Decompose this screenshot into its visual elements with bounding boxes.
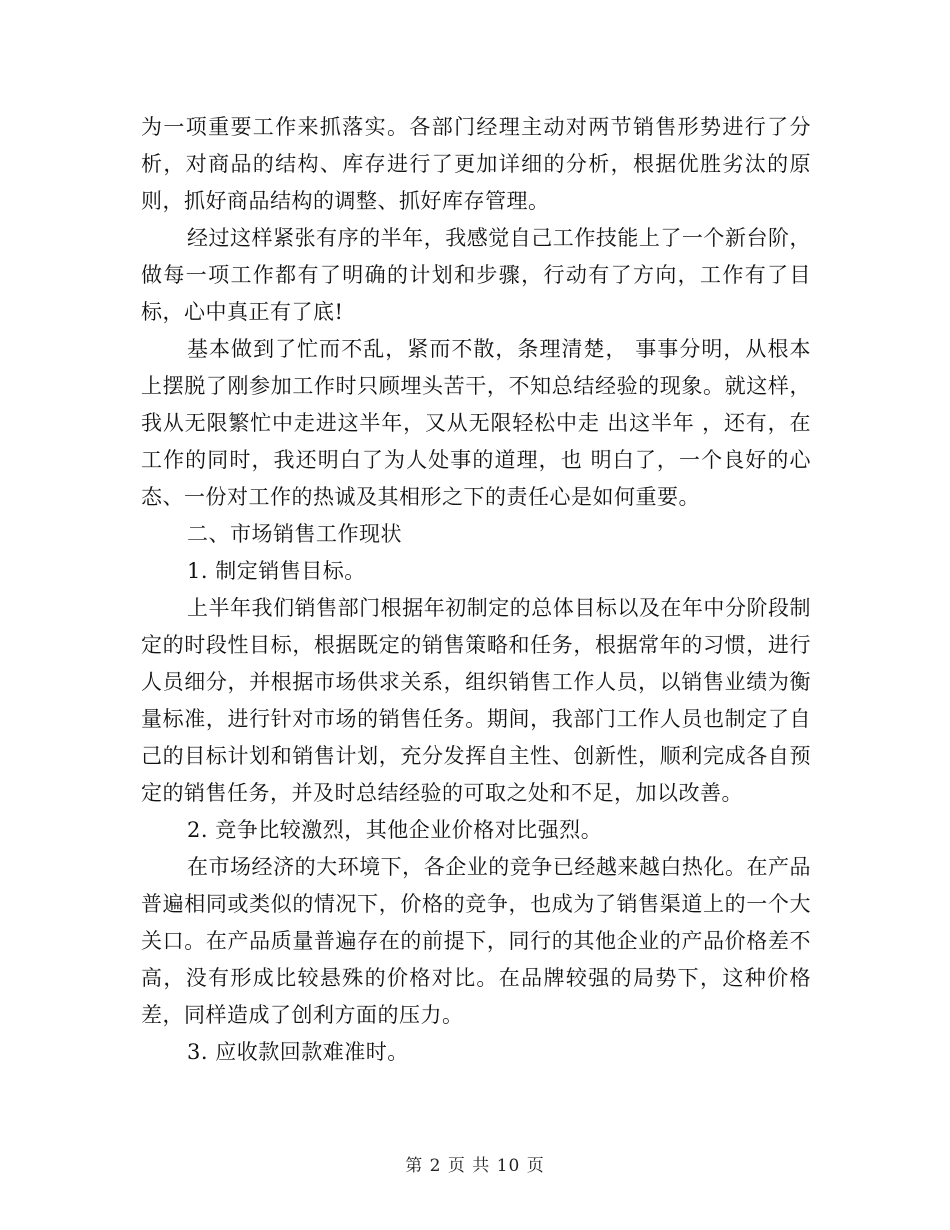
paragraph-continuation: 为一项重要工作来抓落实。各部门经理主动对两节销售形势进行了分析，对商品的结构、库存进行了更加详细的分析，根据优胜劣汰的原则，抓好商品结构的调整、抓好库存管理。	[141, 115, 811, 213]
section-heading-market-status: 二、市场销售工作现状	[187, 522, 402, 546]
item-heading-competition: 2. 竞争比较激烈，其他企业价格对比强烈。	[187, 818, 603, 842]
paragraph-reflection: 基本做到了忙而不乱，紧而不散，条理清楚， 事事分明，从根本上摆脱了刚参加工作时只顾埋头苦干，不知总结经验的现象。就这样，我从无限繁忙中走进这半年，又从无限轻松中走 出这半年 ，还有，在工作的同时，我还明白了为人处事的道理，也 明白了，一个良好的心态、一份对工作的热诚及其相形之下的责任心是如何重要。	[141, 337, 811, 509]
paragraph-sales-target: 上半年我们销售部门根据年初制定的总体目标以及在年中分阶段制定的时段性目标，根据既定的销售策略和任务，根据常年的习惯，进行人员细分，并根据市场供求关系，组织销售工作人员，以销售业绩为衡量标准，进行针对市场的销售任务。期间，我部门工作人员也制定了自己的目标计划和销售计划，充分发挥自主性、创新性，顺利完成各自预定的销售任务，并及时总结经验的可取之处和不足，加以改善。	[141, 596, 811, 805]
document-body	[141, 109, 811, 1071]
paragraph-progress: 经过这样紧张有序的半年，我感觉自己工作技能上了一个新台阶， 做每一项工作都有了明确的计划和步骤，行动有了方向，工作有了目标，心中真正有了底!	[141, 226, 811, 324]
paragraph-competition: 在市场经济的大环境下，各企业的竞争已经越来越白热化。在产品普遍相同或类似的情况下，价格的竞争，也成为了销售渠道上的一个大关口。在产品质量普遍存在的前提下，同行的其他企业的产品价格差不高，没有形成比较悬殊的价格对比。在品牌较强的局势下，这种价格差，同样造成了创利方面的压力。	[141, 855, 811, 1027]
item-heading-sales-target: 1. 制定销售目标。	[187, 559, 366, 583]
page-number-footer: 第 2 页 共 10 页	[405, 1156, 545, 1176]
item-heading-receivables: 3. 应收款回款难准时。	[187, 1040, 409, 1064]
